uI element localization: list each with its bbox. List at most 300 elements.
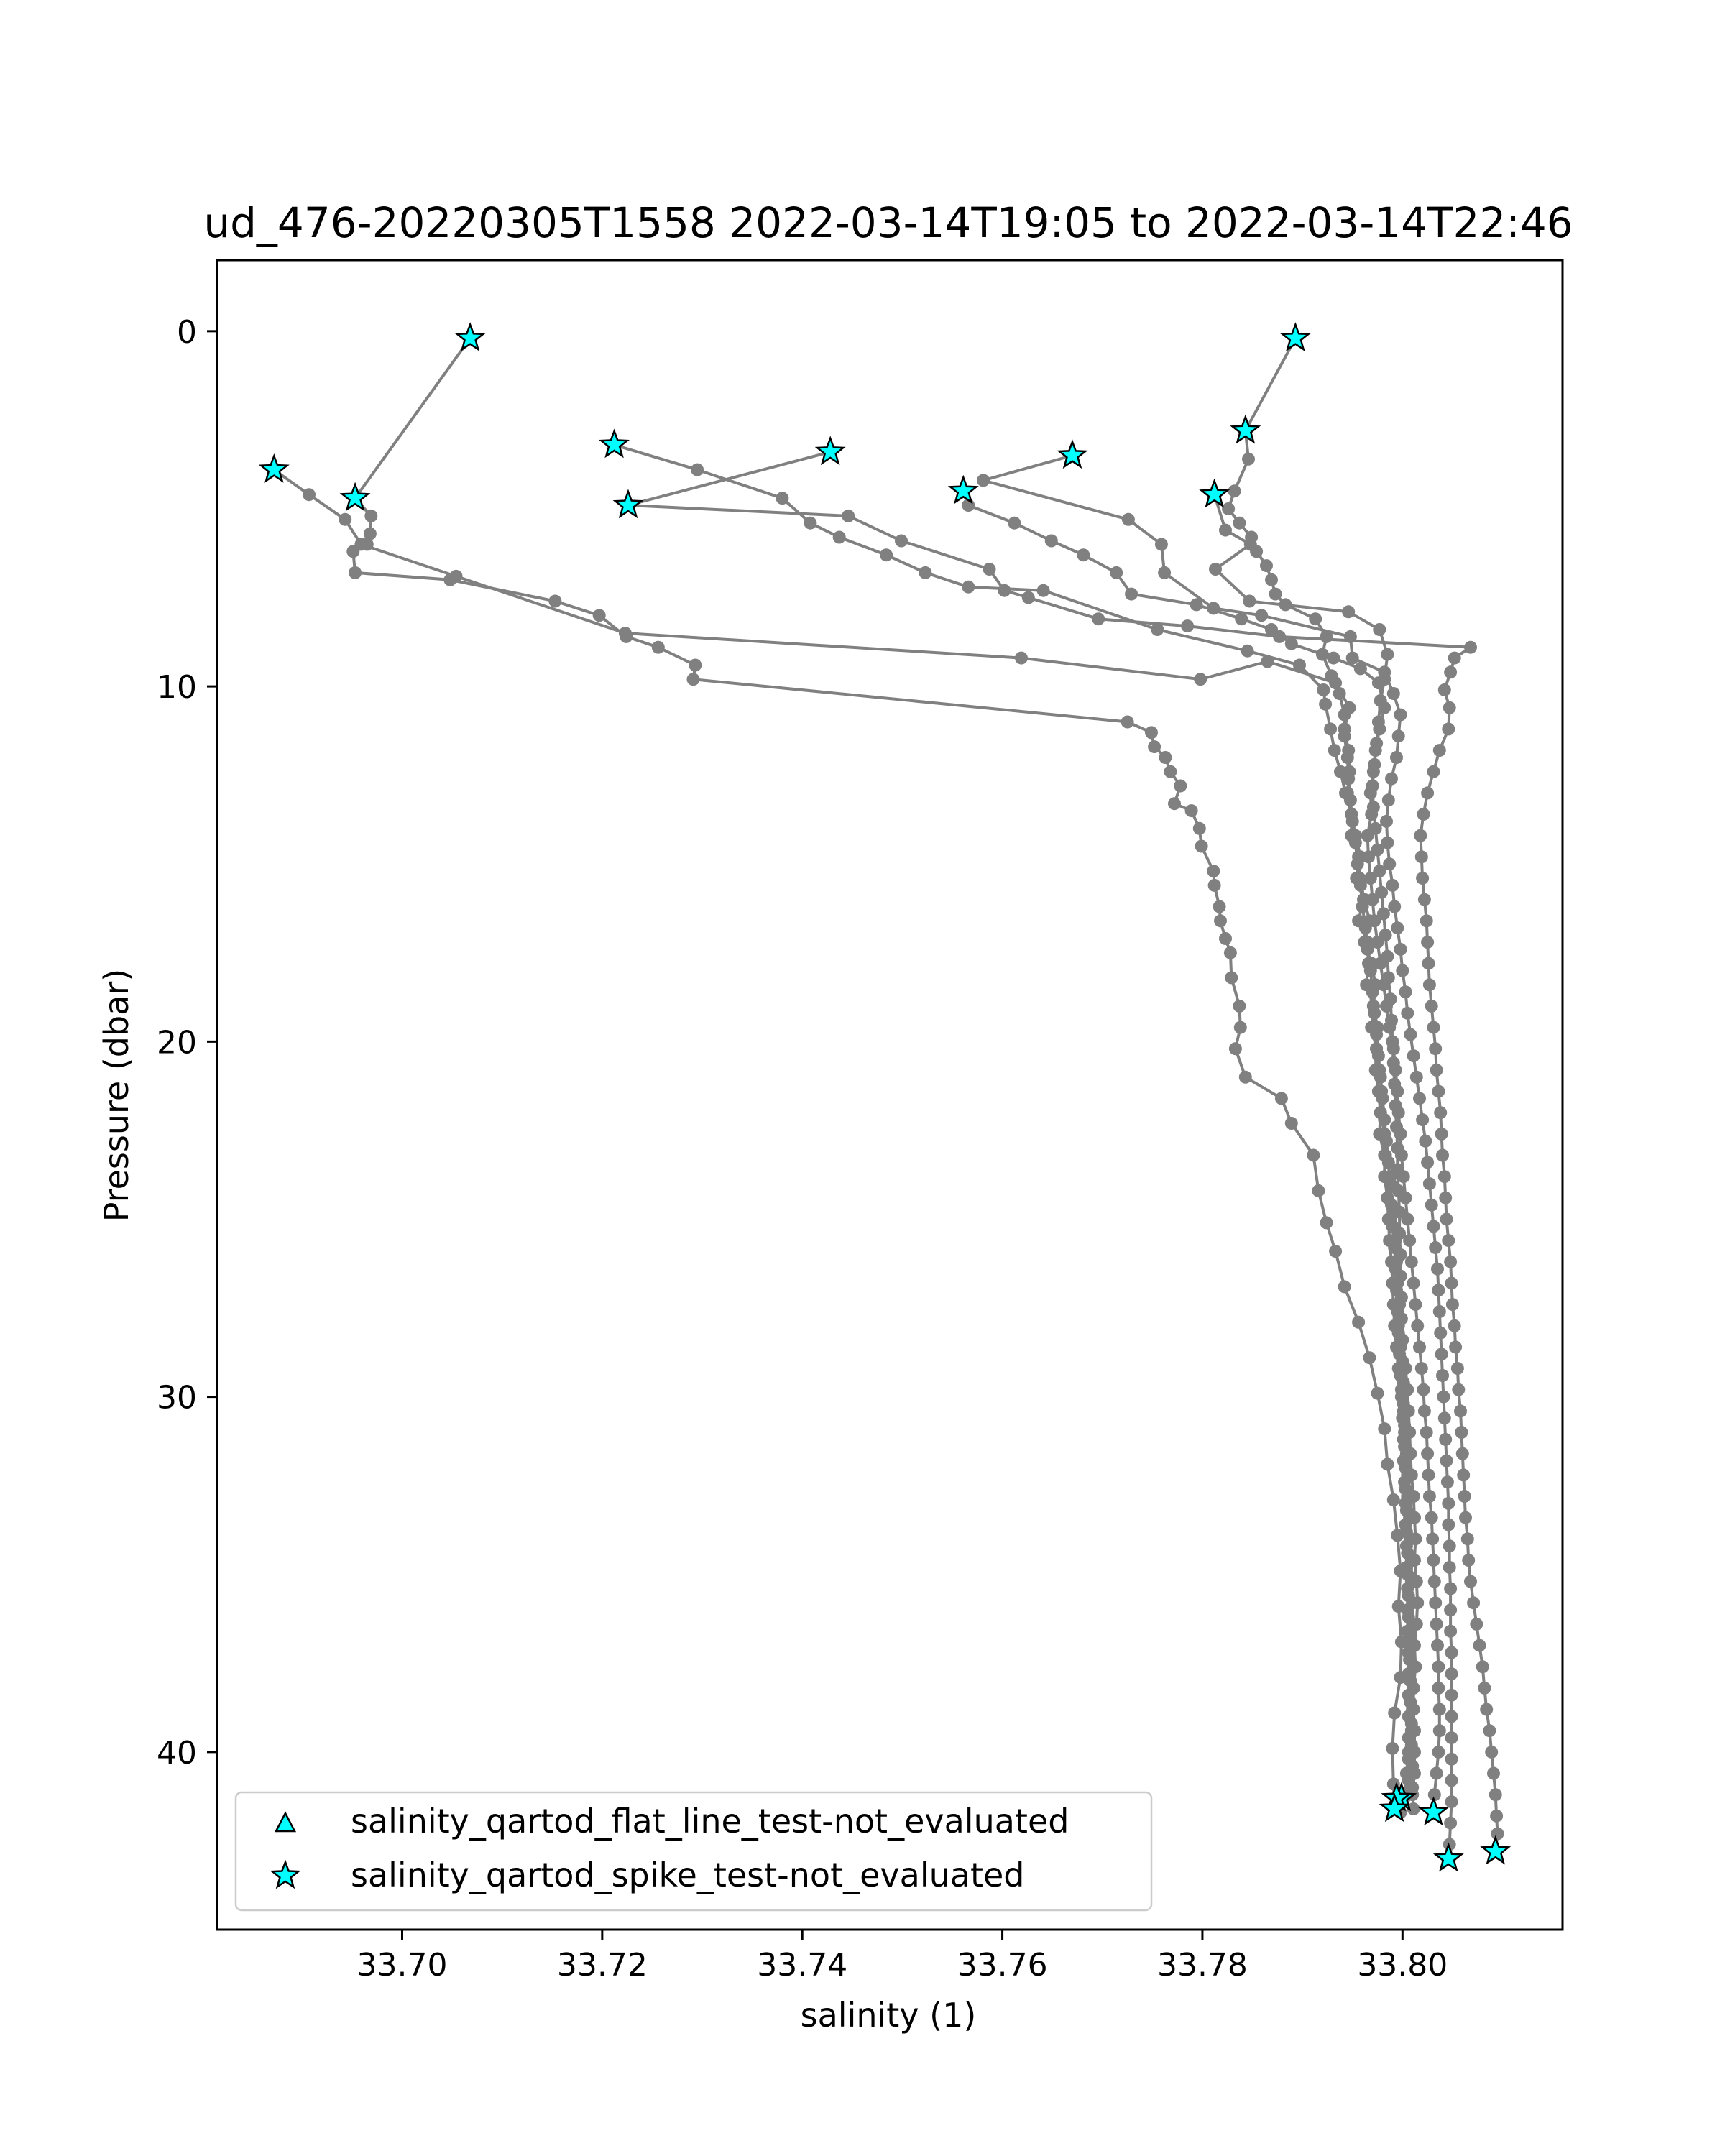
data-point (1158, 566, 1171, 579)
data-point (652, 641, 665, 654)
data-point (1464, 641, 1477, 654)
data-point (1443, 1561, 1456, 1574)
data-point (1222, 502, 1235, 515)
data-point (1445, 1710, 1458, 1723)
data-point (1428, 1575, 1441, 1588)
data-point (1008, 517, 1021, 530)
data-point (1309, 612, 1322, 625)
data-point (1320, 630, 1333, 643)
data-point (804, 517, 816, 530)
data-point (1380, 1135, 1393, 1148)
data-point (1328, 744, 1341, 757)
data-point (1395, 1312, 1408, 1325)
data-point (1382, 971, 1395, 984)
data-point (1386, 879, 1399, 892)
data-point (1429, 1241, 1442, 1254)
data-point (1391, 1163, 1404, 1176)
data-point (1427, 765, 1440, 778)
data-point (1430, 1618, 1443, 1631)
data-point (1464, 1575, 1477, 1588)
data-point (1432, 1746, 1445, 1759)
data-point (1451, 1362, 1464, 1375)
data-point (691, 464, 704, 476)
data-point (1181, 619, 1194, 632)
data-point (1342, 773, 1355, 786)
data-point (1396, 1355, 1409, 1368)
data-point (895, 535, 908, 548)
data-point (1346, 815, 1359, 828)
data-point (1442, 1234, 1455, 1247)
data-point (1382, 793, 1395, 806)
data-point (1269, 588, 1282, 601)
data-point (1378, 1422, 1391, 1435)
data-point (1333, 687, 1346, 700)
data-point (1444, 1583, 1457, 1595)
x-axis-label: salinity (1) (800, 1996, 977, 2035)
data-point (1462, 1554, 1475, 1567)
data-point (1209, 563, 1222, 576)
data-point (1327, 652, 1340, 665)
y-tick-label: 20 (157, 1024, 197, 1061)
data-point (1366, 985, 1379, 998)
data-point (1445, 1795, 1458, 1808)
data-point (1430, 1767, 1443, 1780)
data-point (1425, 1511, 1438, 1524)
data-point (1405, 1738, 1418, 1751)
data-point (1448, 652, 1461, 665)
data-point (1410, 1071, 1423, 1084)
data-point (1312, 1184, 1325, 1197)
data-point (1422, 957, 1435, 970)
data-point (1425, 1000, 1438, 1013)
data-point (1401, 1007, 1414, 1020)
legend-label-flat-line: salinity_qartod_flat_line_test-not_evaluated (351, 1802, 1070, 1841)
data-point (1164, 765, 1177, 778)
data-point (593, 609, 606, 622)
data-point (1168, 797, 1181, 810)
data-point (1421, 936, 1434, 949)
data-point (1387, 1056, 1400, 1069)
data-point (1077, 548, 1090, 561)
data-point (998, 584, 1011, 597)
data-point (1403, 1653, 1416, 1666)
data-point (1442, 1497, 1455, 1510)
data-point (1433, 744, 1446, 757)
y-tick-label: 0 (177, 313, 197, 351)
data-point (1384, 992, 1397, 1005)
data-point (1402, 1611, 1415, 1623)
data-point (1392, 729, 1405, 742)
data-point (1392, 1184, 1405, 1197)
data-point (1414, 829, 1427, 842)
data-point (1431, 1639, 1444, 1652)
data-point (1455, 1426, 1468, 1439)
data-point (1229, 1042, 1242, 1055)
data-point (1480, 1703, 1493, 1716)
data-point (1275, 1092, 1288, 1105)
data-point (833, 531, 846, 544)
data-point (1372, 716, 1385, 729)
data-point (1422, 1468, 1435, 1481)
data-point (1185, 804, 1198, 817)
data-point (1324, 722, 1337, 735)
data-point (1214, 914, 1227, 927)
data-point (1341, 751, 1354, 764)
data-point (1442, 722, 1455, 735)
data-point (1423, 1177, 1436, 1190)
data-point (1426, 1532, 1439, 1545)
data-point (1432, 1682, 1445, 1695)
data-point (1378, 1113, 1391, 1126)
data-point (1417, 1383, 1430, 1396)
data-point (1445, 1277, 1458, 1290)
data-point (1386, 1742, 1399, 1755)
data-point (1293, 659, 1306, 672)
data-point (1037, 584, 1050, 597)
data-point (1207, 602, 1220, 614)
data-point (1379, 929, 1392, 941)
data-point (1427, 1220, 1440, 1233)
data-point (1387, 1493, 1400, 1506)
data-point (1485, 1746, 1498, 1759)
data-point (1194, 673, 1207, 686)
data-point (1413, 1340, 1426, 1353)
data-point (1396, 1334, 1409, 1347)
data-point (1433, 1724, 1446, 1737)
data-point (1398, 1419, 1411, 1432)
data-point (1265, 623, 1278, 636)
y-tick-label: 40 (157, 1734, 197, 1772)
data-point (1389, 1099, 1402, 1112)
data-point (1121, 716, 1134, 729)
data-point (1445, 1667, 1458, 1680)
data-point (1427, 1021, 1440, 1034)
data-point (1415, 850, 1428, 863)
y-axis-label: Pressure (dbar) (97, 968, 136, 1222)
y-tick-label: 10 (157, 669, 197, 706)
data-point (1260, 559, 1273, 572)
data-point (1400, 1504, 1413, 1517)
data-point (1125, 588, 1138, 601)
data-point (1356, 900, 1369, 913)
data-point (1344, 630, 1357, 643)
data-point (1370, 1028, 1383, 1041)
data-point (1396, 964, 1409, 977)
data-point (1219, 524, 1232, 537)
x-tick-label: 33.74 (757, 1947, 848, 1984)
data-point (1454, 1404, 1467, 1417)
data-point (1390, 751, 1403, 764)
data-point (1436, 1149, 1449, 1162)
data-point (962, 581, 975, 594)
data-point (983, 563, 996, 576)
data-point (1338, 709, 1351, 722)
data-point (1421, 1156, 1434, 1169)
data-point (1393, 1206, 1406, 1219)
data-point (1395, 1291, 1408, 1304)
data-point (1399, 985, 1412, 998)
data-point (1319, 698, 1332, 711)
data-point (1489, 1788, 1502, 1801)
data-point (1208, 879, 1221, 892)
data-point (1372, 1049, 1385, 1062)
data-point (1388, 900, 1401, 913)
data-point (1416, 872, 1429, 885)
data-point (1375, 886, 1388, 899)
data-point (1441, 1475, 1454, 1488)
data-point (1373, 623, 1386, 636)
data-point (1406, 1781, 1419, 1794)
data-point (1400, 1525, 1413, 1538)
data-point (619, 627, 632, 640)
data-point (1338, 729, 1351, 742)
data-point (1354, 879, 1367, 892)
data-point (977, 474, 990, 487)
data-point (1419, 1135, 1432, 1148)
data-point (1241, 645, 1254, 658)
data-point (1444, 665, 1457, 678)
chart-title: ud_476-20220305T1558 2022-03-14T19:05 to 2022-03-14T22:46 (203, 198, 1573, 247)
data-point (1394, 1270, 1407, 1283)
data-point (1022, 591, 1035, 604)
data-point (1404, 1674, 1417, 1687)
data-point (1397, 1376, 1410, 1389)
data-point (364, 510, 377, 522)
data-point (1425, 1199, 1438, 1212)
data-point (1265, 573, 1278, 586)
data-point (842, 510, 855, 522)
data-point (1391, 1142, 1404, 1155)
data-point (1413, 1092, 1426, 1105)
data-point (1443, 701, 1456, 714)
data-point (1388, 1707, 1401, 1720)
data-point (1467, 1596, 1480, 1609)
data-point (1443, 1539, 1456, 1552)
data-point (1233, 517, 1246, 530)
data-point (1374, 1071, 1387, 1084)
data-point (1207, 865, 1220, 877)
data-point (1459, 1511, 1472, 1524)
data-point (1444, 1817, 1457, 1830)
data-point (1405, 1256, 1418, 1268)
data-point (1363, 1351, 1376, 1364)
data-point (1440, 1455, 1453, 1468)
data-point (1285, 637, 1298, 650)
data-point (1381, 1458, 1394, 1471)
data-point (1405, 1717, 1418, 1730)
data-point (1427, 1554, 1440, 1567)
data-point (1445, 1731, 1458, 1744)
data-point (1431, 1263, 1444, 1276)
data-point (1421, 786, 1434, 799)
data-point (1369, 822, 1382, 835)
data-point (1406, 1760, 1419, 1773)
data-point (450, 570, 463, 583)
data-point (1219, 932, 1232, 945)
data-point (1429, 1596, 1442, 1609)
data-point (1435, 1348, 1448, 1360)
data-point (1437, 1391, 1450, 1404)
data-point (1407, 1049, 1420, 1062)
data-point (1367, 801, 1380, 814)
data-point (1399, 1462, 1412, 1475)
data-point (1122, 513, 1135, 526)
data-point (1361, 943, 1374, 956)
data-point (1448, 1319, 1461, 1332)
data-point (1483, 1724, 1496, 1737)
data-point (1432, 1284, 1445, 1296)
data-point (1174, 780, 1187, 793)
data-point (1325, 669, 1338, 682)
data-point (1423, 1490, 1436, 1503)
data-point (1381, 648, 1394, 661)
data-point (1317, 683, 1330, 696)
data-point (1452, 1383, 1465, 1396)
data-point (1415, 1362, 1428, 1375)
data-point (1349, 837, 1362, 849)
data-point (1285, 1117, 1298, 1130)
data-point (1445, 1646, 1458, 1659)
data-point (1404, 1696, 1417, 1709)
data-point (1409, 1298, 1422, 1311)
data-point (1228, 484, 1241, 497)
data-point (1015, 652, 1028, 665)
data-point (1430, 1064, 1443, 1077)
data-point (1445, 1689, 1458, 1702)
data-point (1366, 780, 1379, 793)
data-point (303, 488, 316, 501)
data-point (1381, 950, 1394, 963)
data-point (1404, 1028, 1417, 1041)
data-point (1368, 758, 1381, 771)
data-point (1243, 595, 1256, 608)
data-point (1418, 1404, 1431, 1417)
data-point (1387, 687, 1400, 700)
data-point (1145, 726, 1158, 739)
data-point (1421, 1447, 1434, 1460)
data-point (354, 538, 367, 550)
data-point (1432, 1085, 1445, 1098)
data-point (1438, 1170, 1451, 1183)
data-point (1390, 1120, 1403, 1133)
legend-label-spike: salinity_qartod_spike_test-not_evaluated (351, 1856, 1025, 1894)
data-point (1444, 1603, 1457, 1616)
data-point (1213, 900, 1226, 913)
data-point (1391, 921, 1404, 934)
data-point (1368, 1007, 1381, 1020)
data-point (349, 566, 362, 579)
data-point (1403, 1632, 1416, 1645)
data-point (1352, 1316, 1365, 1329)
data-point (1242, 453, 1255, 466)
data-point (1307, 1149, 1320, 1162)
data-point (1385, 1014, 1398, 1027)
data-point (1380, 815, 1393, 828)
y-tick-label: 30 (157, 1379, 197, 1416)
data-point (1436, 1369, 1449, 1382)
data-point (1439, 1192, 1452, 1204)
data-point (1473, 1639, 1486, 1652)
data-point (1329, 1245, 1342, 1258)
data-point (1445, 1774, 1458, 1787)
data-point (1373, 865, 1386, 877)
data-point (1364, 964, 1377, 977)
data-point (1234, 1021, 1247, 1034)
data-point (1394, 943, 1407, 956)
data-point (1434, 1106, 1447, 1119)
data-point (1491, 1828, 1504, 1841)
data-point (1255, 609, 1268, 622)
data-point (1420, 1426, 1433, 1439)
data-point (1478, 1682, 1491, 1695)
data-point (1433, 1703, 1446, 1716)
data-point (776, 492, 788, 505)
data-point (1397, 1398, 1410, 1411)
data-point (1376, 1092, 1389, 1105)
data-point (1434, 1327, 1447, 1340)
data-point (1388, 1078, 1401, 1091)
data-point (1316, 648, 1329, 661)
data-point (1370, 737, 1383, 750)
data-point (1342, 605, 1355, 618)
data-point (1378, 673, 1391, 686)
data-point (1433, 1305, 1446, 1318)
data-point (1445, 1753, 1458, 1766)
data-point (1429, 1042, 1442, 1055)
data-point (1351, 857, 1364, 870)
data-point (1476, 1660, 1489, 1673)
data-point (1110, 566, 1123, 579)
data-point (1490, 1810, 1503, 1823)
data-point (1224, 946, 1237, 959)
data-point (1435, 1128, 1448, 1141)
data-point (1193, 822, 1206, 835)
data-point (1394, 1248, 1407, 1261)
data-point (1446, 1298, 1459, 1311)
data-point (1386, 1035, 1399, 1048)
data-point (1456, 1447, 1469, 1460)
data-point (1401, 1568, 1414, 1581)
data-point (1320, 1216, 1333, 1229)
data-point (1244, 538, 1257, 550)
data-point (1401, 1547, 1414, 1560)
data-point (1377, 907, 1390, 920)
data-point (1416, 1113, 1429, 1126)
data-point (1438, 683, 1451, 696)
data-point (1344, 793, 1357, 806)
data-point (1461, 1532, 1474, 1545)
data-point (1195, 840, 1208, 853)
data-point (1398, 1440, 1411, 1453)
data-point (1385, 773, 1398, 786)
data-point (1442, 1519, 1455, 1531)
data-point (1470, 1618, 1483, 1631)
data-point (687, 673, 700, 686)
data-point (548, 595, 561, 608)
data-point (1444, 1625, 1457, 1638)
x-tick-label: 33.72 (556, 1947, 648, 1984)
data-point (1155, 538, 1168, 550)
data-point (1233, 1000, 1246, 1013)
data-point (1418, 893, 1431, 906)
data-point (1487, 1767, 1500, 1780)
data-point (1371, 844, 1384, 857)
x-tick-label: 33.70 (356, 1947, 448, 1984)
x-tick-label: 33.80 (1357, 1947, 1448, 1984)
data-point (1346, 652, 1359, 665)
data-point (1438, 1411, 1451, 1424)
data-point (1371, 1387, 1384, 1400)
